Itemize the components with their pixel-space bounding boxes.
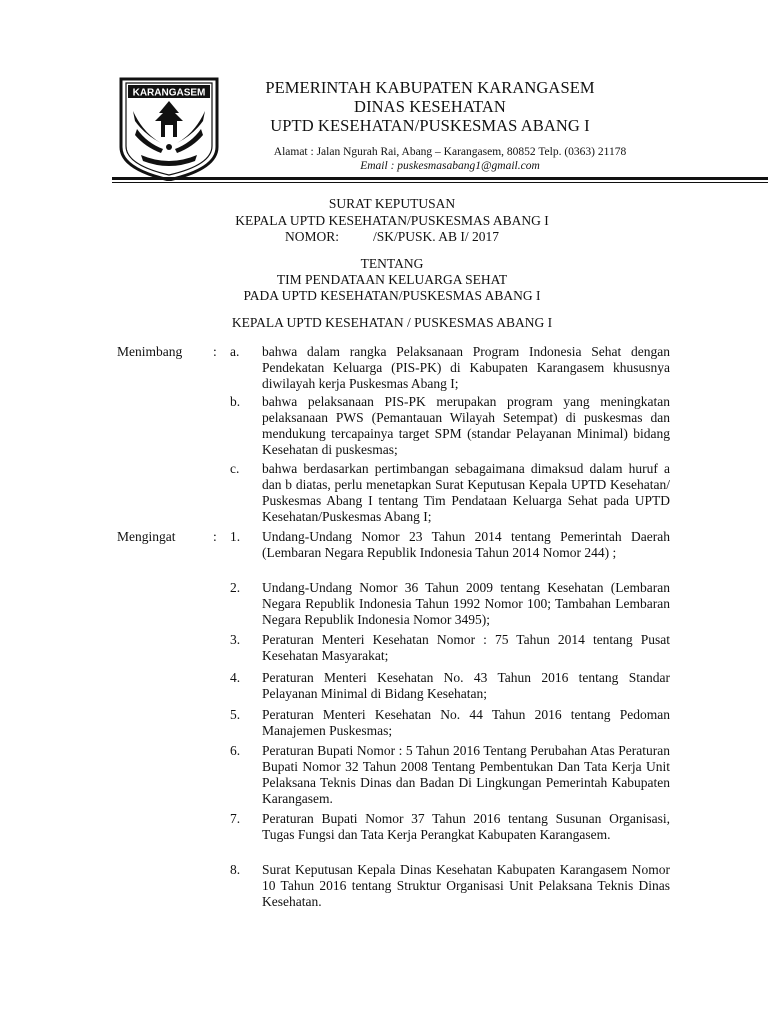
list-marker: 3. <box>230 632 241 647</box>
menimbang-label: Menimbang <box>117 344 183 359</box>
decree-authority: KEPALA UPTD KESEHATAN / PUSKESMAS ABANG I <box>231 315 553 330</box>
number-label: NOMOR: <box>284 229 339 244</box>
list-item: bahwa berdasarkan pertimbangan sebagaimana dimaksud dalam huruf a dan b diatas, perlu menetapkan Surat Keputusan Kepala UPTD Kesehatan/ Puskesmas Abang I tentang Tim Pendataan Keluarga Sehat pada UPTD Kesehatan/Puskesmas Abang I; <box>262 461 670 524</box>
agency-name: DINAS KESEHATAN <box>354 97 506 116</box>
list-item: bahwa pelaksanaan PIS-PK merupakan program yang meningkatan pelaksanaan PWS (Pemantauan Wilayah Setempat) di puskesmas dan mendukung tercapainya target SPM (standar Pelayanan Minimal) bidang Kesehatan di puskesmas; <box>262 394 670 457</box>
letterhead-rule-thin <box>112 182 768 183</box>
list-marker: 4. <box>230 670 241 685</box>
mengingat-colon: : <box>213 529 217 544</box>
list-marker: 8. <box>230 862 241 877</box>
list-marker: 6. <box>230 743 241 758</box>
list-marker: 5. <box>230 707 241 722</box>
list-item: Peraturan Menteri Kesehatan Nomor : 75 Tahun 2014 tentang Pusat Kesehatan Masyarakat; <box>262 632 670 663</box>
list-item: Surat Keputusan Kepala Dinas Kesehatan Kabupaten Karangasem Nomor 10 Tahun 2016 tentang Struktur Organisasi Unit Pelaksana Teknis Dinas Kesehatan. <box>262 862 670 909</box>
list-item: bahwa dalam rangka Pelaksanaan Program Indonesia Sehat dengan Pendekatan Keluarga (PIS-PK) di Kabupaten Karangasem khususnya diwilayah kerja Puskesmas Abang I; <box>262 344 670 391</box>
address: Alamat : Jalan Ngurah Rai, Abang – Karangasem, 80852 Telp. (0363) 21178 <box>273 146 627 158</box>
list-item: Peraturan Bupati Nomor 37 Tahun 2016 tentang Susunan Organisasi, Tugas Fungsi dan Tata Kerja Perangkat Kabupaten Karangasem. <box>262 811 670 842</box>
decree-issuer: KEPALA UPTD KESEHATAN/PUSKESMAS ABANG I <box>235 213 549 228</box>
karangasem-emblem <box>117 77 221 181</box>
decree-subject-2: PADA UPTD KESEHATAN/PUSKESMAS ABANG I <box>243 288 541 303</box>
menimbang-colon: : <box>213 344 217 359</box>
decree-subject-1: TIM PENDATAAN KELUARGA SEHAT <box>276 272 508 287</box>
decree-type: SURAT KEPUTUSAN <box>328 196 456 211</box>
letterhead <box>220 78 640 135</box>
letterhead-rule-thick <box>112 177 768 180</box>
government-name: PEMERINTAH KABUPATEN KARANGASEM <box>265 78 595 97</box>
list-marker: a. <box>230 344 240 359</box>
decree-number <box>112 229 672 245</box>
list-marker: 7. <box>230 811 241 826</box>
list-item: Peraturan Menteri Kesehatan No. 43 Tahun 2016 tentang Standar Pelayanan Minimal di Bidang Kesehatan; <box>262 670 670 701</box>
number-value: /SK/PUSK. AB I/ 2017 <box>372 229 500 244</box>
email: Email : puskesmasabang1@gmail.com <box>360 160 540 172</box>
mengingat-label: Mengingat <box>117 529 176 544</box>
list-item: Undang-Undang Nomor 36 Tahun 2009 tentang Kesehatan (Lembaran Negara Republik Indonesia Tahun 1992 Nomor 100; Tambahan Lembaran Negara Republik Indonesia Nomor 3495); <box>262 580 670 627</box>
list-marker: 1. <box>230 529 241 544</box>
list-marker: b. <box>230 394 241 409</box>
list-item: Peraturan Menteri Kesehatan No. 44 Tahun 2016 tentang Pedoman Manajemen Puskesmas; <box>262 707 670 738</box>
list-item: Undang-Undang Nomor 23 Tahun 2014 tentang Pemerintah Daerah (Lembaran Negara Republik Indonesia Tahun 2014 Nomor 244) ; <box>262 529 670 560</box>
decree-about: TENTANG <box>360 256 424 271</box>
list-marker: c. <box>230 461 240 476</box>
emblem-label: KARANGASEM <box>132 87 206 99</box>
list-item: Peraturan Bupati Nomor : 5 Tahun 2016 Tentang Perubahan Atas Peraturan Bupati Nomor 32 Tahun 2008 Tentang Pembentukan Dan Tata Kerja Unit Pelaksana Teknis Dinas dan Badan Di Lingkungan Pemerintah Kabupaten Karangasem. <box>262 743 670 806</box>
list-marker: 2. <box>230 580 241 595</box>
unit-name: UPTD KESEHATAN/PUSKESMAS ABANG I <box>270 116 590 135</box>
